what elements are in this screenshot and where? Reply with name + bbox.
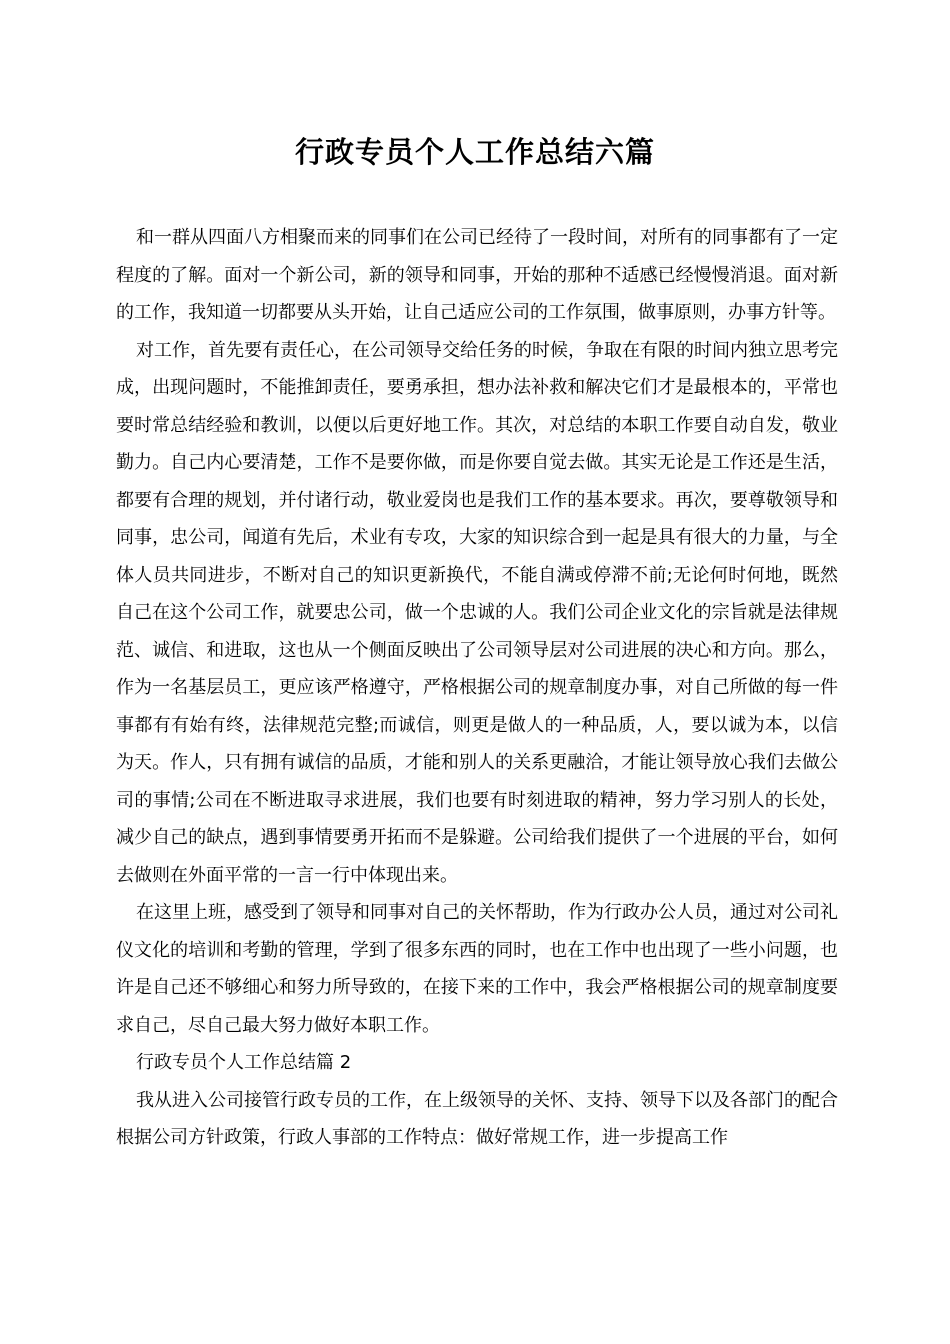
document-body (116, 219, 838, 1157)
section-heading: 行政专员个人工作总结篇 2 (136, 1052, 352, 1073)
paragraph-reflection: 在这里上班，感受到了领导和同事对自己的关怀帮助，作为行政办公人员，通过对公司礼仪文化的培训和考勤的管理，学到了很多东西的同时，也在工作中也出现了一些小问题，也许是自己还不够细心和努力所导致的，在接下来的工作中，我会严格根据公司的规章制度要求自己，尽自己最大努力做好本职工作。 (116, 902, 838, 1036)
paragraph-section-2: 我从进入公司接管行政专员的工作，在上级领导的关怀、支持、领导下以及各部门的配合根据公司方针政策，行政人事部的工作特点：做好常规工作，进一步提高工作 (116, 1089, 838, 1148)
paragraph-responsibility: 对工作，首先要有责任心，在公司领导交给任务的时候，争取在有限的时间内独立思考完成，出现问题时，不能推卸责任，要勇承担，想办法补救和解决它们才是最根本的，平常也要时常总结经验和教训，以便以后更好地工作。其次，对总结的本职工作要自动自发，敬业勤力。自己内心要清楚，工作不是要你做，而是你要自觉去做。其实无论是工作还是生活，都要有合理的规划，并付诸行动，敬业爱岗也是我们工作的基本要求。再次，要尊敬领导和同事，忠公司，闻道有先后，术业有专攻，大家的知识综合到一起是具有很大的力量，与全体人员共同进步，不断对自己的知识更新换代，不能自满或停滞不前;无论何时何地，既然自己在这个公司工作，就要忠公司，做一个忠诚的人。我们公司企业文化的宗旨就是法律规范、诚信、和进取，这也从一个侧面反映出了公司领导层对公司进展的决心和方向。那么，作为一名基层员工，更应该严格遵守，严格根据公司的规章制度办事，对自己所做的每一件事都有有始有终，法律规范完整;而诚信，则更是做人的一种品质，人，要以诚为本，以信为天。作人，只有拥有诚信的品质，才能和别人的关系更融洽，才能让领导放心我们去做公司的事情;公司在不断进取寻求进展，我们也要有时刻进取的精神，努力学习别人的长处，减少自己的缺点，遇到事情要勇开拓而不是躲避。公司给我们提供了一个进展的平台，如何去做则在外面平常的一言一行中体现出来。 (116, 339, 838, 886)
document-title: 行政专员个人工作总结六篇 (294, 135, 655, 169)
paragraph-intro: 和一群从四面八方相聚而来的同事们在公司已经待了一段时间，对所有的同事都有了一定程度的了解。面对一个新公司，新的领导和同事，开始的那种不适感已经慢慢消退。面对新的工作，我知道一切都要从头开始，让自己适应公司的工作氛围，做事原则，办事方针等。 (116, 227, 838, 323)
